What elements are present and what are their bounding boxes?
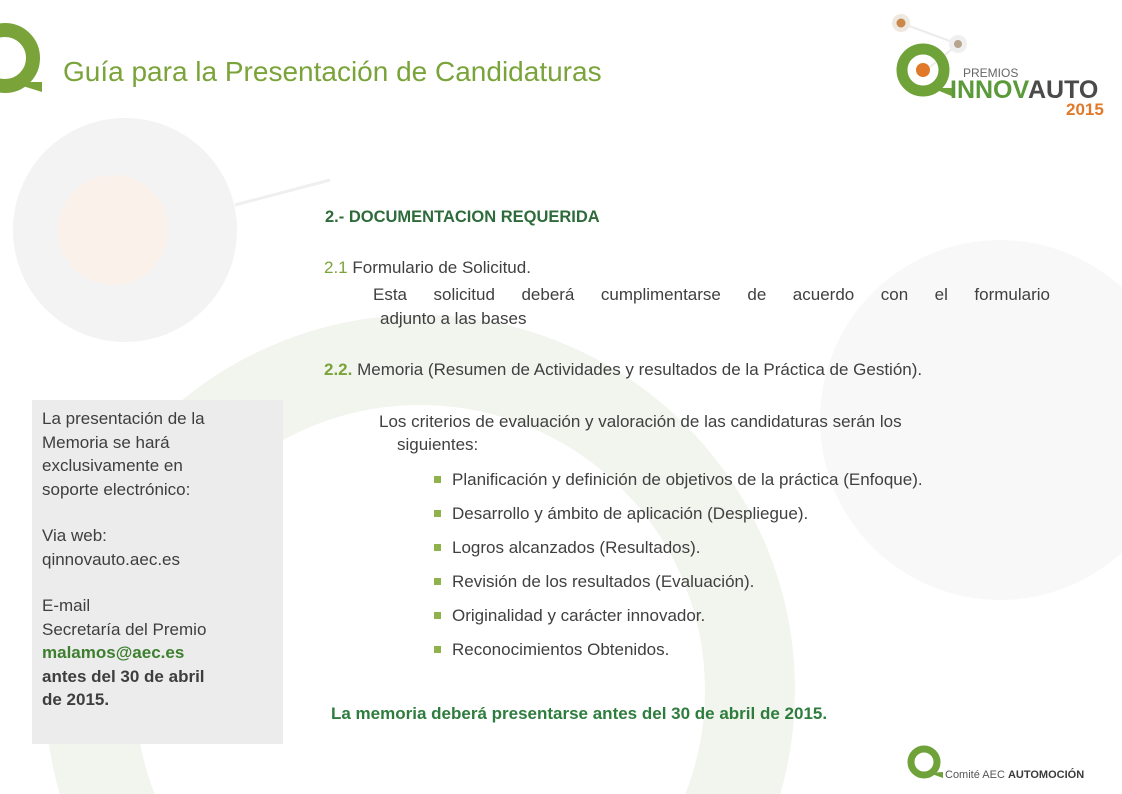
- page-title: Guía para la Presentación de Candidaturas: [63, 56, 602, 87]
- comite-aec-logo: [905, 744, 1105, 784]
- criteria-intro: Los criterios de evaluación y valoración de las candidaturas serán los: [379, 412, 902, 431]
- secretaria-label: Secretaría del Premio: [42, 619, 207, 639]
- item-1-text-cont: adjunto a las bases: [380, 309, 527, 328]
- logo-year-text: 2015: [1066, 100, 1104, 119]
- logo-premios-text: PREMIOS: [963, 66, 1019, 80]
- corner-logo-icon: [0, 22, 46, 94]
- email-label: E-mail: [42, 596, 91, 615]
- criteria-item: Revisión de los resultados (Evaluación).: [434, 570, 923, 604]
- item-1-text: Esta solicitud deberá cumplimentarse de acuerdo con el formulario: [373, 285, 1050, 304]
- deadline-line: antes del 30 de abril: [42, 666, 205, 686]
- criteria-list: [434, 468, 923, 672]
- deadline-note: La memoria deberá presentarse antes del 30 de abril de 2015.: [331, 704, 828, 723]
- web-url: qinnovauto.aec.es: [42, 549, 180, 569]
- premios-innovauto-logo: [880, 12, 1110, 122]
- sidebar-intro-line: soporte electrónico:: [42, 479, 191, 499]
- item-2-label: Memoria (Resumen de Actividades y resultados de la Práctica de Gestión).: [352, 360, 923, 379]
- item-2-number: 2.2.: [324, 360, 353, 379]
- item-1-label: Formulario de Solicitud.: [347, 258, 531, 277]
- sidebar-intro-line: La presentación de la: [42, 409, 205, 428]
- sidebar-intro-line: exclusivamente en: [42, 456, 183, 475]
- criteria-item: Planificación y definición de objetivos de la práctica (Enfoque).: [434, 468, 923, 502]
- criteria-item: Logros alcanzados (Resultados).: [434, 536, 923, 570]
- deadline-line: de 2015.: [42, 690, 110, 709]
- criteria-intro-cont: siguientes:: [397, 435, 479, 454]
- web-label: Via web:: [42, 526, 107, 545]
- footer-comite-text: Comité AEC: [945, 769, 1008, 781]
- item-1-number: 2.1: [324, 258, 348, 277]
- footer-logo-text: [945, 768, 1084, 781]
- section-heading: 2.- DOCUMENTACION REQUERIDA: [325, 208, 600, 226]
- logo-auto-text: AUTO: [1028, 76, 1099, 104]
- item-1-title: [324, 256, 531, 279]
- footer-automocion-text: AUTOMOCIÓN: [1007, 769, 1085, 781]
- criteria-item: Desarrollo y ámbito de aplicación (Despliegue).: [434, 502, 923, 536]
- item-2-title: [324, 358, 922, 381]
- sidebar-info-box: [32, 400, 283, 744]
- sidebar-intro-line: Memoria se hará: [42, 432, 170, 452]
- email-address: malamos@aec.es: [42, 643, 185, 662]
- criteria-item: Reconocimientos Obtenidos.: [434, 638, 923, 672]
- criteria-item: Originalidad y carácter innovador.: [434, 604, 923, 638]
- logo-innov-text: INNOV: [950, 76, 1030, 104]
